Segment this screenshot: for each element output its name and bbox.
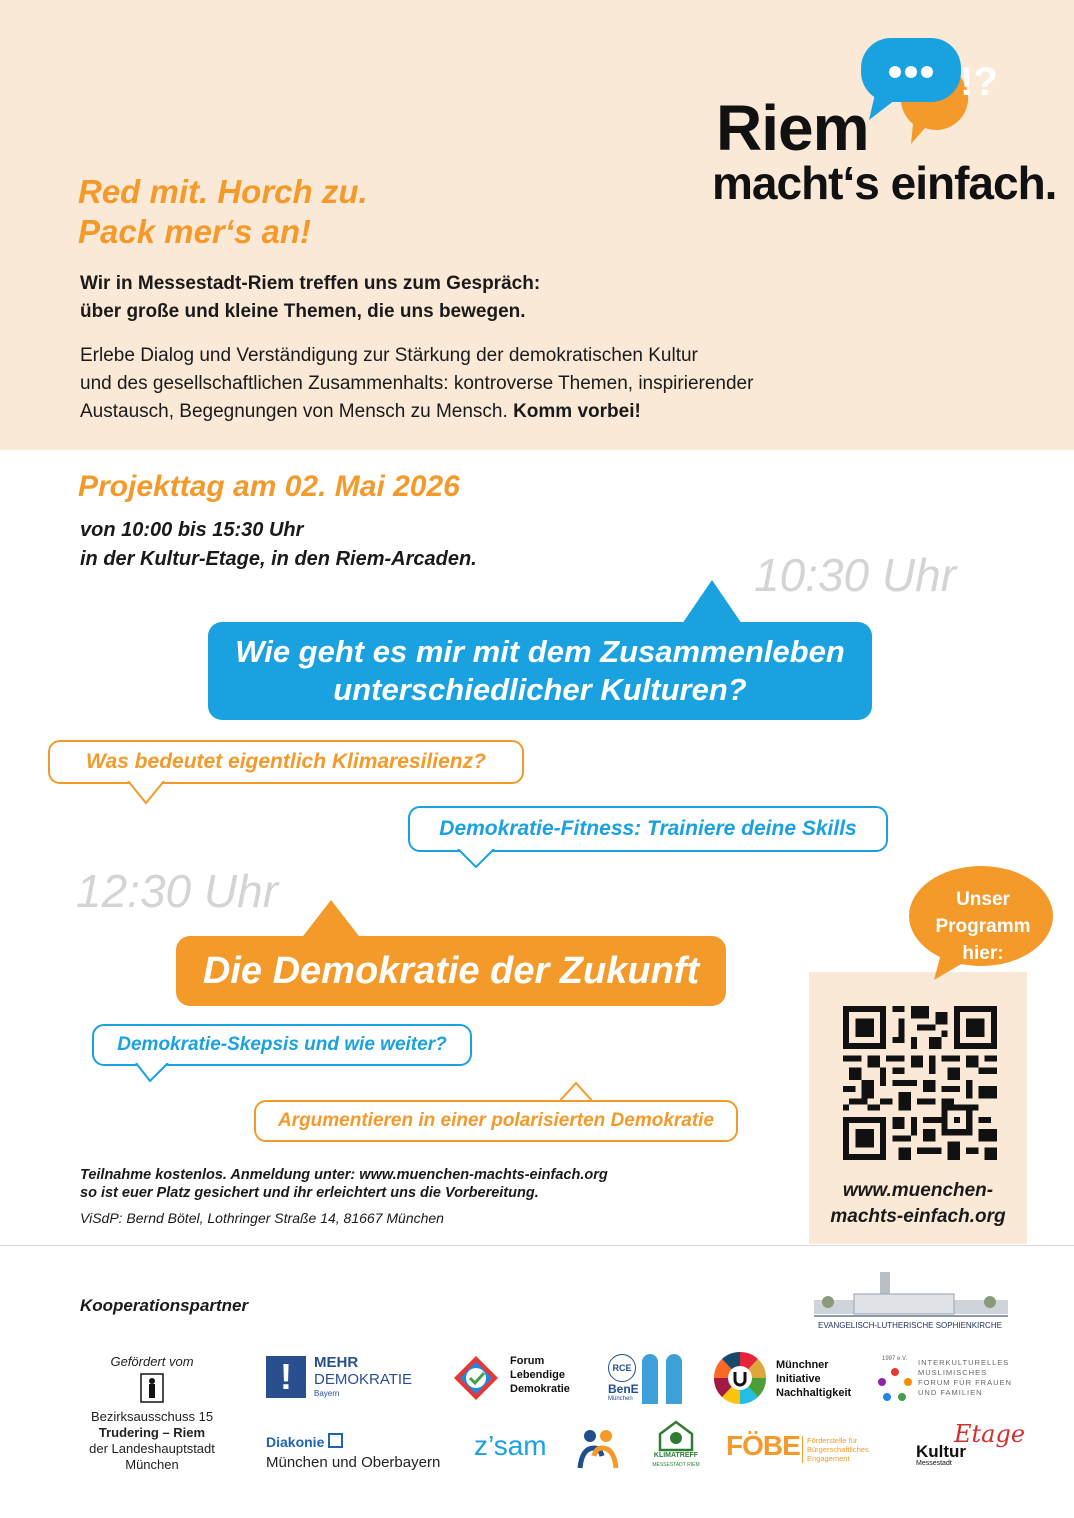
program-line-2: Programm	[935, 916, 1031, 937]
imf-line-3: FORUM FÜR FRAUEN	[918, 1378, 1012, 1387]
project-time-line: von 10:00 bis 15:30 Uhr	[80, 519, 304, 541]
diakonie-cross-icon	[328, 1433, 343, 1448]
forum-demokratie-icon	[450, 1352, 502, 1404]
visdp-note: ViSdP: Bernd Bötel, Lothringer Straße 14, 81667 München	[80, 1210, 444, 1226]
etage-messestadt: Messestadt	[916, 1460, 952, 1467]
intro-line-2: und des gesellschaftlichen Zusammenhalts: kontroverse Themen, inspirierender	[80, 373, 754, 394]
people-logo-icon	[574, 1424, 622, 1472]
time-label-second: 12:30 Uhr	[76, 865, 279, 917]
funding-top: Gefördert vom	[110, 1354, 194, 1369]
logo-subtitle	[712, 157, 1057, 209]
mehr-demokratie-line-2: DEMOKRATIE	[314, 1371, 413, 1388]
intro-cta: Komm vorbei!	[513, 401, 641, 422]
frauenkirche-icon	[640, 1352, 686, 1404]
klimatreff-logo	[648, 1418, 704, 1474]
rce-city-label: München	[608, 1396, 633, 1402]
diakonie-line-1	[266, 1432, 440, 1450]
project-place-line: in der Kultur-Etage, in den Riem-Arcaden.	[80, 548, 477, 570]
logo-subtitle-a: macht‘s	[712, 157, 891, 209]
etage-kultur: Kultur	[916, 1442, 967, 1461]
mehr-demokratie-line-3: Bayern	[314, 1389, 340, 1398]
slogan	[78, 172, 368, 252]
project-time	[80, 516, 477, 574]
registration-note	[80, 1166, 608, 1202]
etage-script: Etage	[954, 1420, 1026, 1448]
program-line-1: Unser	[956, 889, 1010, 910]
bubble-4-pointer	[300, 900, 362, 940]
program-url[interactable]	[809, 1178, 1027, 1230]
bubble-skepsis-pointer	[134, 1063, 170, 1085]
registration-note-line-2: so ist euer Platz gesichert und ihr erleichtert uns die Vorbereitung.	[80, 1185, 539, 1201]
intro-line-3	[80, 398, 880, 426]
funding-line-3: der Landeshauptstadt	[89, 1441, 215, 1456]
funding-line-2: Trudering – Riem	[98, 1425, 206, 1440]
mehr-demokratie-icon: !	[266, 1356, 306, 1398]
imf-label	[918, 1358, 1012, 1398]
zsam-logo: z’sam	[474, 1430, 547, 1461]
diakonie-name: Diakonie	[266, 1434, 325, 1450]
registration-note-line-1: Teilnahme kostenlos. Anmeldung unter: www.muenchen-machts-einfach.org	[80, 1167, 608, 1183]
program-label	[918, 886, 1048, 967]
speech-bubbles-logo-icon	[855, 38, 1035, 150]
foebe-line-1: Förderstelle für	[807, 1436, 858, 1445]
bubble-cultures-line-2: unterschiedlicher Kulturen?	[333, 672, 747, 707]
program-line-3: hier:	[962, 943, 1004, 964]
kultur-etage-logo	[914, 1420, 1026, 1472]
intro-line-1: Erlebe Dialog und Verständigung zur Stärkung der demokratischen Kultur	[80, 345, 698, 366]
logo-riem: Riem	[716, 92, 869, 164]
forum-line-3: Demokratie	[510, 1383, 570, 1395]
klimatreff-house-icon	[656, 1418, 696, 1452]
mini-line-2: Initiative	[776, 1373, 821, 1385]
bubble-cultures	[208, 622, 872, 720]
bene-label: BenE	[608, 1382, 639, 1396]
mini-line-1: Münchner	[776, 1359, 829, 1371]
diakonie-logo	[266, 1432, 440, 1471]
foebe-logo: FÖBE	[726, 1430, 800, 1461]
program-url-line-2: machts-einfach.org	[830, 1206, 1006, 1227]
bubble-skepsis: Demokratie-Skepsis und wie weiter?	[92, 1024, 472, 1066]
intro-text	[80, 342, 880, 426]
bubble-1-pointer	[682, 580, 742, 624]
imf-logo-icon	[878, 1366, 912, 1402]
diakonie-line-2: München und Oberbayern	[266, 1454, 441, 1471]
intro-bold	[80, 270, 540, 326]
imf-line-2: MUSLIMISCHES	[918, 1368, 988, 1377]
foebe-line-3: Engagement	[807, 1454, 850, 1463]
funding-line-1: Bezirksausschuss 15	[90, 1409, 214, 1424]
forum-line-2: Lebendige	[510, 1369, 566, 1381]
intro-line-3-text: Austausch, Begegnungen von Mensch zu Mensch.	[80, 401, 514, 422]
imf-year: 1997 e.V.	[882, 1356, 908, 1362]
bubble-fitness-pointer	[456, 849, 496, 871]
forum-demokratie-label	[510, 1354, 570, 1396]
time-label-first: 10:30 Uhr	[754, 549, 957, 601]
foebe-line-2: Bürgerschaftliches	[807, 1445, 869, 1454]
mini-line-3: Nachhaltigkeit	[776, 1387, 852, 1399]
rce-bene-logo	[606, 1352, 686, 1404]
foebe-label	[802, 1436, 869, 1463]
intro-bold-line-1: Wir in Messestadt-Riem treffen uns zum Gespräch:	[80, 273, 541, 294]
bubble-argumente: Argumentieren in einer polarisierten Demokratie	[254, 1100, 738, 1142]
bubble-cultures-line-1: Wie geht es mir mit dem Zusammenleben	[235, 634, 845, 669]
partners-heading: Kooperationspartner	[80, 1296, 249, 1315]
logo-exclamation: !?	[960, 60, 998, 104]
mehr-demokratie-line-1: MEHR	[314, 1354, 359, 1371]
bubble-fitness: Demokratie-Fitness: Trainiere deine Skills	[408, 806, 888, 852]
funding-info	[78, 1354, 226, 1473]
footer-divider	[0, 1245, 1074, 1246]
funding-line-4: München	[125, 1457, 179, 1472]
sophienkirche-logo-icon	[814, 1268, 1008, 1320]
intro-bold-line-2: über große und kleine Themen, die uns bewegen.	[80, 301, 526, 322]
bubble-future: Die Demokratie der Zukunft	[176, 936, 726, 1006]
imf-line-4: UND FAMILIEN	[918, 1388, 983, 1397]
logo-subtitle-b: einfach.	[890, 157, 1057, 209]
mini-sdg-wheel-icon	[712, 1350, 768, 1406]
slogan-line-1: Red mit. Horch zu.	[78, 173, 368, 210]
imf-line-1: INTERKULTURELLES	[918, 1358, 1010, 1367]
sophienkirche-label: EVANGELISCH-LUTHERISCHE SOPHIENKIRCHE	[818, 1321, 1002, 1330]
klimatreff-line-1: KLIMATREFF	[653, 1452, 699, 1459]
munich-crest-icon	[140, 1373, 164, 1403]
bubble-klima-pointer	[126, 781, 166, 807]
qr-code[interactable]	[843, 1006, 997, 1160]
bubble-klima: Was bedeutet eigentlich Klimaresilienz?	[48, 740, 524, 784]
mini-label	[776, 1358, 851, 1400]
forum-line-1: Forum	[510, 1355, 545, 1367]
program-url-line-1: www.muenchen-	[842, 1180, 994, 1201]
rce-label: RCE	[608, 1354, 636, 1382]
slogan-line-2: Pack mer‘s an!	[78, 213, 311, 250]
klimatreff-line-2: MESSESTADT RIEM	[652, 1462, 700, 1468]
project-title: Projekttag am 02. Mai 2026	[78, 470, 460, 503]
